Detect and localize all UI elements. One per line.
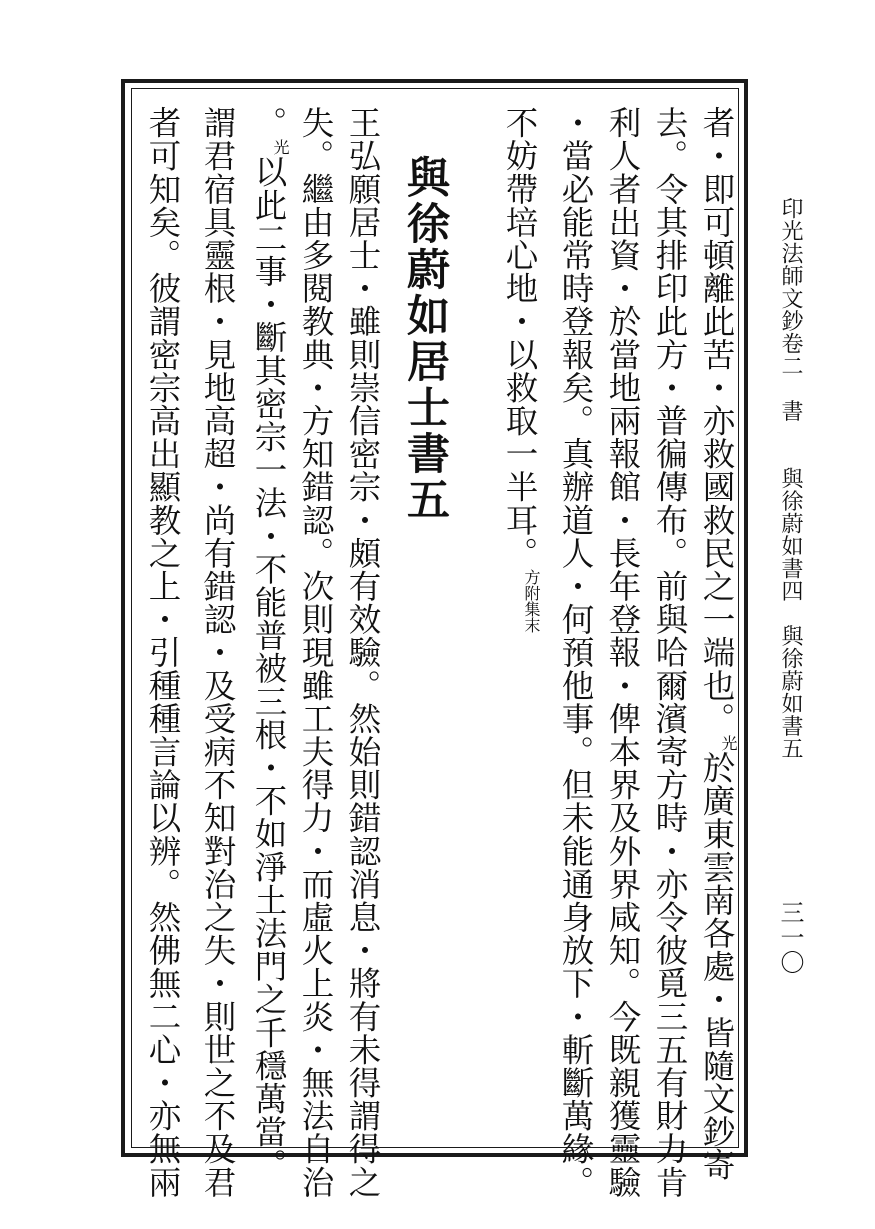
text-column-1 [697,106,737,1181]
column-text: 謂君宿具靈根・見地高超・尚有錯認・及受病不知對治之失・則世之不及君 [199,106,237,1199]
self-reference-note: 光 [271,139,290,156]
column-text: 。 [250,106,288,140]
column-text: 失。繼由多閱教典・方知錯認。次則現雖工夫得力・而虛火上炎・無法自治 [297,106,335,1199]
text-column-7 [343,106,383,1198]
page-number: 三一〇 [776,900,804,975]
text-column-8 [296,106,336,1198]
running-header: 印光法師文鈔卷二 書 與徐蔚如書四 與徐蔚如書五 [778,197,803,760]
section-title-text: 與徐蔚如居士書五 [400,155,450,523]
text-column-5 [500,106,541,634]
section-title [400,155,450,523]
text-column-9 [249,106,289,1181]
text-column-3 [603,106,643,1198]
text-column-4 [556,106,596,1198]
column-text: 利人者出資・於當地兩報館・長年登報・俾本界及外界咸知。今既親獲靈驗 [604,106,642,1199]
column-text: 不妨帶培心地・以救取一半耳。 [501,106,539,570]
text-column-11 [143,106,183,1198]
column-text: 者・即可頓離此苦・亦救國救民之一端也。 [698,106,736,735]
annotation-note: 方附集末 [522,569,541,634]
column-text: 去。令其排印此方・普徧傳布。前與哈爾濱寄方時・亦令彼覓三五有財力肯 [651,106,689,1199]
column-text: 王弘願居士・雖則崇信密宗・頗有效驗。然始則錯認消息・將有未得謂得之 [344,106,382,1199]
column-text-cont: 於廣東雲南各處・皆隨文鈔寄 [698,750,736,1182]
self-reference-note: 光 [719,734,738,751]
column-text: ・當必能常時登報矣。真辦道人・何預他事。但未能通身放下・斬斷萬緣。 [557,106,595,1199]
text-column-2 [650,106,690,1198]
column-text-cont: 以此二事・斷其密宗一法・不能普被三根・不如淨土法門之千穩萬當。 [250,155,288,1182]
column-text: 者可知矣。彼謂密宗高出顯教之上・引種種言論以辨。然佛無二心・亦無兩 [144,106,182,1199]
text-column-10 [198,106,238,1198]
